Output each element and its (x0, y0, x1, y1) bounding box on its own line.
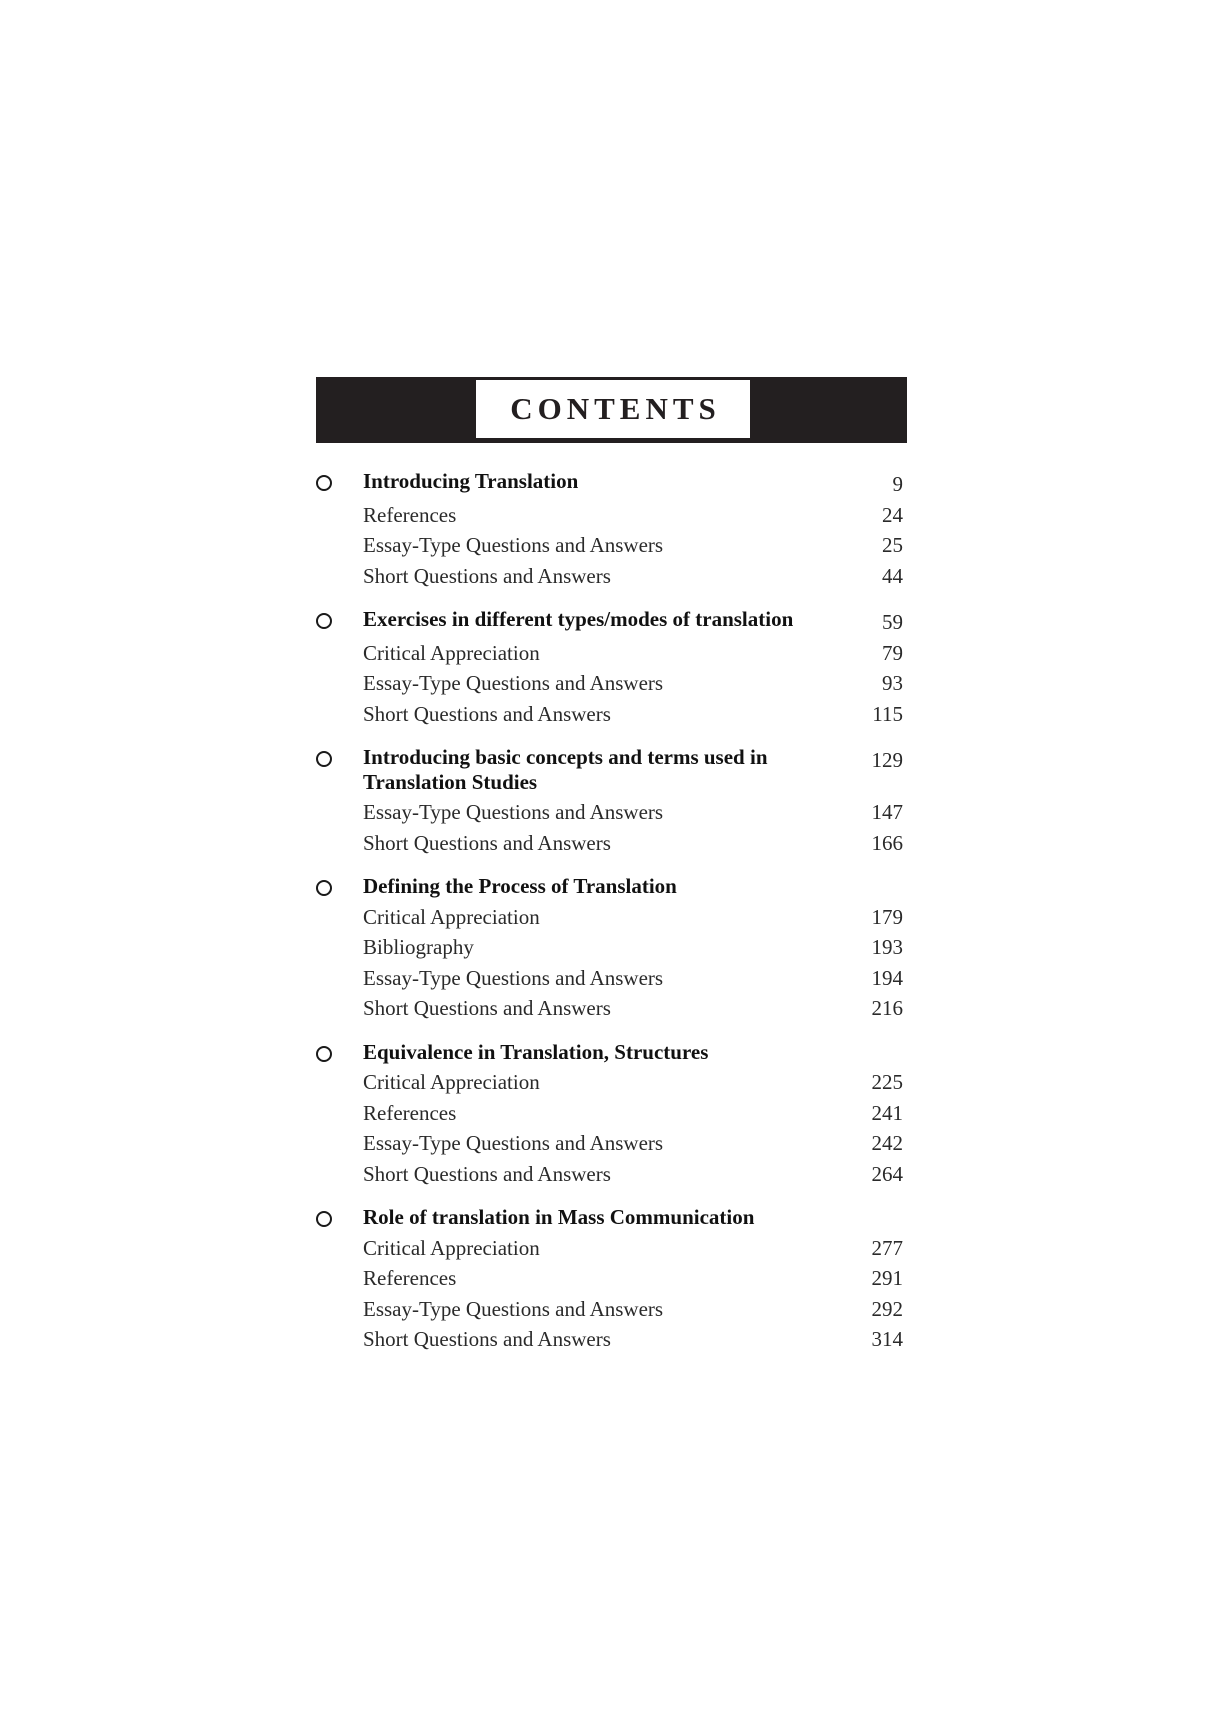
chapter-title: Defining the Process of Translation (363, 874, 677, 898)
subentry-title: Critical Appreciation (363, 1070, 540, 1094)
subentry-title: Essay-Type Questions and Answers (363, 965, 664, 990)
chapter-title: Exercises in different types/modes of translation (363, 607, 794, 631)
subentry-title: Short Questions and Answers (363, 563, 611, 588)
subentry-title: Bibliography (363, 935, 474, 959)
chapter-title: Introducing Translation (363, 469, 579, 493)
subentry-page-number: 166 (871, 830, 903, 855)
subentry-title: Short Questions and Answers (363, 1161, 611, 1186)
toc-subentry[interactable] (316, 963, 906, 994)
toc-section (316, 1037, 906, 1190)
chapter-page-number (833, 1037, 906, 1040)
toc-subentry[interactable] (316, 1324, 906, 1355)
toc-chapter-entry[interactable] (316, 871, 906, 902)
chapter-page-number: 9 (892, 472, 903, 496)
bullet-icon (316, 613, 332, 629)
toc-chapter-entry[interactable] (316, 604, 906, 638)
bullet-icon (316, 1211, 332, 1227)
bullet-icon (316, 1046, 332, 1062)
subentry-title: Critical Appreciation (363, 1235, 540, 1260)
contents-header-box (475, 379, 751, 439)
subentry-title: References (363, 1100, 457, 1125)
subentry-title: References (363, 1266, 457, 1290)
subentry-title: Essay-Type Questions and Answers (363, 1296, 664, 1321)
bullet-icon (316, 475, 332, 491)
toc-subentry[interactable] (316, 1233, 906, 1264)
subentry-page-number: 314 (871, 1327, 903, 1351)
toc-section (316, 871, 906, 1024)
subentry-title: Essay-Type Questions and Answers (363, 671, 664, 695)
subentry-page-number: 93 (882, 671, 903, 695)
subentry-title: Critical Appreciation (363, 640, 540, 665)
toc-section (316, 1202, 906, 1355)
chapter-title: Introducing basic concepts and terms used in Translation Studies (363, 745, 768, 794)
toc-subentry[interactable] (316, 902, 906, 933)
subentry-page-number: 79 (882, 640, 903, 665)
toc-chapter-entry[interactable] (316, 466, 906, 500)
subentry-page-number: 147 (871, 800, 903, 824)
toc-chapter-entry[interactable] (316, 1037, 906, 1068)
toc-subentry[interactable] (316, 500, 906, 531)
toc-subentry[interactable] (316, 1294, 906, 1325)
toc-subentry[interactable] (316, 530, 906, 561)
toc-subentry[interactable] (316, 638, 906, 669)
subentry-title: Short Questions and Answers (363, 830, 611, 855)
chapter-page-number: 59 (882, 610, 903, 634)
toc-subentry[interactable] (316, 1159, 906, 1190)
subentry-title: Essay-Type Questions and Answers (363, 533, 664, 557)
toc-chapter-entry[interactable] (316, 1202, 906, 1233)
subentry-page-number: 216 (871, 996, 903, 1020)
subentry-title: Short Questions and Answers (363, 1327, 611, 1351)
subentry-page-number: 179 (871, 904, 903, 929)
subentry-page-number: 277 (871, 1235, 903, 1260)
subentry-page-number: 264 (871, 1161, 903, 1186)
subentry-title: Essay-Type Questions and Answers (363, 1131, 664, 1155)
subentry-page-number: 242 (871, 1131, 903, 1155)
toc-subentry[interactable] (316, 932, 906, 963)
toc-subentry[interactable] (316, 1128, 906, 1159)
chapter-page-number (833, 871, 906, 874)
chapter-title: Equivalence in Translation, Structures (363, 1039, 709, 1064)
subentry-title: Short Questions and Answers (363, 701, 611, 726)
subentry-page-number: 25 (882, 533, 903, 557)
toc-subentry[interactable] (316, 828, 906, 859)
toc-subentry[interactable] (316, 668, 906, 699)
toc-section (316, 604, 906, 729)
chapter-title: Role of translation in Mass Communication (363, 1205, 755, 1229)
toc-subentry[interactable] (316, 1263, 906, 1294)
bullet-icon (316, 880, 332, 896)
toc-subentry[interactable] (316, 993, 906, 1024)
contents-header-bar (316, 377, 907, 443)
subentry-page-number: 241 (871, 1100, 903, 1125)
subentry-page-number: 24 (882, 502, 903, 527)
toc-subentry[interactable] (316, 1067, 906, 1098)
toc-chapter-entry[interactable] (316, 742, 906, 797)
bullet-icon (316, 751, 332, 767)
toc-section (316, 742, 906, 858)
chapter-page-number (833, 1202, 906, 1205)
chapter-page-number: 129 (871, 748, 903, 772)
subentry-page-number: 292 (871, 1296, 903, 1321)
toc-subentry[interactable] (316, 699, 906, 730)
table-of-contents (316, 466, 906, 1368)
subentry-title: Short Questions and Answers (363, 996, 611, 1020)
toc-section (316, 466, 906, 591)
subentry-title: Critical Appreciation (363, 904, 540, 929)
subentry-page-number: 225 (871, 1070, 903, 1094)
toc-subentry[interactable] (316, 1098, 906, 1129)
toc-subentry[interactable] (316, 561, 906, 592)
subentry-page-number: 193 (871, 935, 903, 959)
subentry-page-number: 44 (882, 563, 903, 588)
subentry-page-number: 115 (872, 701, 903, 726)
subentry-page-number: 291 (871, 1266, 903, 1290)
subentry-page-number: 194 (871, 965, 903, 990)
subentry-title: References (363, 502, 457, 527)
subentry-title: Essay-Type Questions and Answers (363, 800, 664, 824)
toc-subentry[interactable] (316, 797, 906, 828)
page-title: CONTENTS (510, 391, 721, 426)
